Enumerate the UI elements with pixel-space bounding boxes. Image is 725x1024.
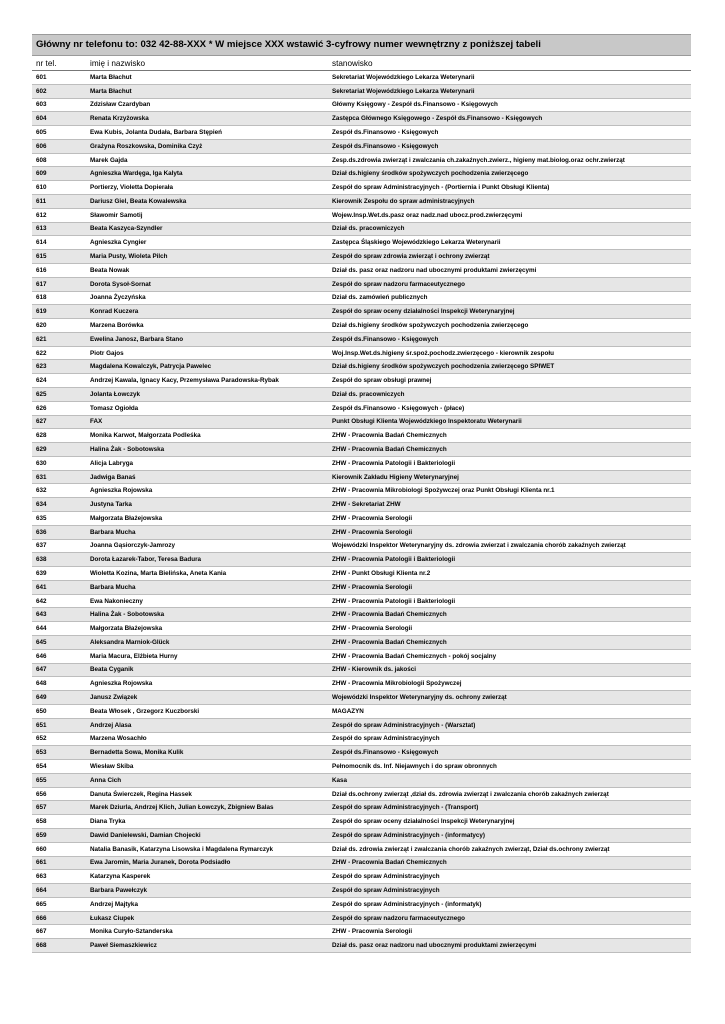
column-header-extension: nr tel.	[32, 56, 86, 71]
cell-name: Dorota Łazarek-Tabor, Teresa Badura	[86, 553, 328, 567]
cell-position: Wojewódzki Inspektor Weterynaryjny ds. ochrony zwierząt	[328, 691, 691, 705]
cell-name: Dorota Sysoł-Sornat	[86, 277, 328, 291]
cell-position: Dział ds. pracowniczych	[328, 222, 691, 236]
cell-extension: 644	[32, 622, 86, 636]
cell-position: Zespół ds.Finansowo - Księgowych	[328, 126, 691, 140]
cell-position: ZHW - Pracownia Serologii	[328, 925, 691, 939]
cell-extension: 638	[32, 553, 86, 567]
cell-position: ZHW - Pracownia Badań Chemicznych - pokój socjalny	[328, 649, 691, 663]
table-row	[32, 401, 691, 415]
cell-name: Barbara Mucha	[86, 580, 328, 594]
cell-name: Justyna Tarka	[86, 498, 328, 512]
table-row	[32, 677, 691, 691]
cell-position: Zespół do spraw nadzoru farmaceutycznego	[328, 911, 691, 925]
cell-position: Sekretariat Wojewódzkiego Lekarza Weterynarii	[328, 71, 691, 85]
cell-position: ZHW - Pracownia Badań Chemicznych	[328, 856, 691, 870]
cell-name: Andrzej Alasa	[86, 718, 328, 732]
table-row	[32, 691, 691, 705]
cell-extension: 639	[32, 567, 86, 581]
cell-extension: 619	[32, 305, 86, 319]
cell-position: Dział ds. zamówień publicznych	[328, 291, 691, 305]
cell-extension: 663	[32, 870, 86, 884]
table-row	[32, 939, 691, 953]
cell-extension: 631	[32, 470, 86, 484]
cell-extension: 641	[32, 580, 86, 594]
cell-name: Halina Żak - Sobotowska	[86, 608, 328, 622]
cell-name: Jolanta Łowczyk	[86, 387, 328, 401]
cell-name: Portierzy, Violetta Dopierała	[86, 181, 328, 195]
table-row	[32, 746, 691, 760]
table-row	[32, 553, 691, 567]
cell-name: Marzena Borówka	[86, 319, 328, 333]
column-header-position: stanowisko	[328, 56, 691, 71]
cell-extension: 650	[32, 704, 86, 718]
cell-name: Aleksandra Marniok-Glück	[86, 636, 328, 650]
cell-name: Joanna Gąsiorczyk-Jamrozy	[86, 539, 328, 553]
cell-name: Grażyna Roszkowska, Dominika Czyż	[86, 139, 328, 153]
cell-name: Ewa Nakonieczny	[86, 594, 328, 608]
cell-extension: 668	[32, 939, 86, 953]
table-row	[32, 332, 691, 346]
cell-position: Zespół do spraw Administracyjnych	[328, 870, 691, 884]
cell-name: Ewa Kubis, Jolanta Dudała, Barbara Stępień	[86, 126, 328, 140]
cell-position: MAGAZYN	[328, 704, 691, 718]
cell-extension: 635	[32, 512, 86, 526]
cell-position: Zespół do spraw Administracyjnych	[328, 732, 691, 746]
cell-extension: 614	[32, 236, 86, 250]
cell-name: FAX	[86, 415, 328, 429]
document-title: Główny nr telefonu to: 032 42-88-XXX * W miejsce XXX wstawić 3-cyfrowy numer wewnętrzny z poniższej tabeli	[32, 34, 691, 56]
cell-position: Zastępca Śląskiego Wojewódzkiego Lekarza Weterynarii	[328, 236, 691, 250]
cell-position: Zespół do spraw Administracyjnych - (Transport)	[328, 801, 691, 815]
cell-position: ZHW - Pracownia Serologii	[328, 525, 691, 539]
table-row	[32, 801, 691, 815]
cell-name: Łukasz Ciupek	[86, 911, 328, 925]
cell-extension: 653	[32, 746, 86, 760]
cell-name: Wiesław Skiba	[86, 760, 328, 774]
cell-position: Kierownik Zespołu do spraw administracyjnych	[328, 195, 691, 209]
cell-extension: 623	[32, 360, 86, 374]
cell-position: ZHW - Pracownia Mikrobiologi Spożywczej oraz Punkt Obsługi Klienta nr.1	[328, 484, 691, 498]
table-row	[32, 360, 691, 374]
cell-position: Dział ds. pracowniczych	[328, 387, 691, 401]
table-row	[32, 443, 691, 457]
cell-name: Andrzej Kawala, Ignacy Kacy, Przemysława Paradowska-Rybak	[86, 374, 328, 388]
cell-name: Konrad Kuczera	[86, 305, 328, 319]
cell-position: Dział ds.higieny środków spożywczych pochodzenia zwierzęcego SPIWET	[328, 360, 691, 374]
cell-position: Sekretariat Wojewódzkiego Lekarza Weterynarii	[328, 84, 691, 98]
table-row	[32, 842, 691, 856]
cell-position: Zespół do spraw Administracyjnych - (informatycy)	[328, 828, 691, 842]
cell-extension: 632	[32, 484, 86, 498]
table-row	[32, 925, 691, 939]
table-row	[32, 815, 691, 829]
cell-extension: 660	[32, 842, 86, 856]
cell-name: Halina Żak - Sobotowska	[86, 443, 328, 457]
cell-position: Punkt Obsługi Klienta Wojewódzkiego Inspektoratu Weterynarii	[328, 415, 691, 429]
cell-extension: 602	[32, 84, 86, 98]
table-row	[32, 732, 691, 746]
cell-position: Wojew.Insp.Wet.ds.pasz oraz nadz.nad ubocz.prod.zwierzęcymi	[328, 208, 691, 222]
cell-extension: 617	[32, 277, 86, 291]
table-row	[32, 470, 691, 484]
table-row	[32, 195, 691, 209]
cell-position: ZHW - Pracownia Patologii i Bakteriologii	[328, 553, 691, 567]
cell-position: Zespół do spraw Administracyjnych - (Warsztat)	[328, 718, 691, 732]
cell-extension: 664	[32, 884, 86, 898]
cell-position: Zespół do spraw Administracyjnych - (Portiernia i Punkt Obsługi Klienta)	[328, 181, 691, 195]
cell-name: Diana Tryka	[86, 815, 328, 829]
cell-position: ZHW - Pracownia Mikrobiologii Spożywczej	[328, 677, 691, 691]
cell-name: Bernadetta Sowa, Monika Kulik	[86, 746, 328, 760]
table-row	[32, 167, 691, 181]
cell-extension: 610	[32, 181, 86, 195]
cell-extension: 611	[32, 195, 86, 209]
cell-position: Kierownik Zakładu Higieny Weterynaryjnej	[328, 470, 691, 484]
header-row	[32, 56, 691, 71]
cell-name: Beata Cyganik	[86, 663, 328, 677]
table-row	[32, 897, 691, 911]
phone-directory-table	[32, 56, 691, 953]
cell-extension: 621	[32, 332, 86, 346]
table-row	[32, 126, 691, 140]
table-row	[32, 704, 691, 718]
table-body	[32, 71, 691, 953]
cell-extension: 601	[32, 71, 86, 85]
cell-position: ZHW - Pracownia Patologii i Bakteriologii	[328, 456, 691, 470]
table-row	[32, 608, 691, 622]
table-row	[32, 539, 691, 553]
cell-name: Beata Nowak	[86, 263, 328, 277]
cell-extension: 667	[32, 925, 86, 939]
cell-extension: 608	[32, 153, 86, 167]
cell-extension: 626	[32, 401, 86, 415]
table-row	[32, 429, 691, 443]
cell-extension: 651	[32, 718, 86, 732]
cell-extension: 625	[32, 387, 86, 401]
cell-extension: 605	[32, 126, 86, 140]
cell-position: Zespół do spraw zdrowia zwierząt i ochrony zwierząt	[328, 250, 691, 264]
table-row	[32, 305, 691, 319]
cell-extension: 661	[32, 856, 86, 870]
cell-name: Ewa Jaromin, Maria Juranek, Dorota Podsiadło	[86, 856, 328, 870]
table-row	[32, 911, 691, 925]
table-row	[32, 484, 691, 498]
table-row	[32, 525, 691, 539]
table-row	[32, 622, 691, 636]
cell-extension: 603	[32, 98, 86, 112]
cell-position: ZHW - Pracownia Serologii	[328, 622, 691, 636]
cell-name: Maria Macura, Elżbieta Hurny	[86, 649, 328, 663]
cell-name: Tomasz Ogiołda	[86, 401, 328, 415]
cell-name: Wioletta Kozina, Marta Bielińska, Aneta Kania	[86, 567, 328, 581]
table-row	[32, 112, 691, 126]
cell-name: Dawid Danielewski, Damian Chojecki	[86, 828, 328, 842]
cell-position: ZHW - Pracownia Badań Chemicznych	[328, 429, 691, 443]
table-row	[32, 71, 691, 85]
cell-name: Katarzyna Kasperek	[86, 870, 328, 884]
table-row	[32, 787, 691, 801]
table-row	[32, 580, 691, 594]
cell-name: Andrzej Majtyka	[86, 897, 328, 911]
cell-position: Dział ds. pasz oraz nadzoru nad ubocznymi produktami zwierzęcymi	[328, 263, 691, 277]
table-row	[32, 277, 691, 291]
cell-extension: 622	[32, 346, 86, 360]
table-row	[32, 222, 691, 236]
cell-name: Joanna Życzyńska	[86, 291, 328, 305]
cell-position: ZHW - Pracownia Serologii	[328, 580, 691, 594]
table-header	[32, 56, 691, 71]
cell-name: Marta Błachut	[86, 71, 328, 85]
cell-extension: 609	[32, 167, 86, 181]
cell-extension: 620	[32, 319, 86, 333]
cell-name: Sławomir Samotij	[86, 208, 328, 222]
cell-name: Anna Cich	[86, 773, 328, 787]
cell-extension: 665	[32, 897, 86, 911]
cell-position: Zespół do spraw obsługi prawnej	[328, 374, 691, 388]
phone-directory-sheet	[32, 34, 691, 953]
table-row	[32, 856, 691, 870]
table-row	[32, 84, 691, 98]
cell-position: ZHW - Pracownia Serologii	[328, 512, 691, 526]
cell-name: Marzena Wosachło	[86, 732, 328, 746]
table-row	[32, 760, 691, 774]
table-row	[32, 884, 691, 898]
cell-extension: 643	[32, 608, 86, 622]
table-row	[32, 456, 691, 470]
cell-position: Zastępca Głównego Księgowego - Zespół ds.Finansowo - Księgowych	[328, 112, 691, 126]
table-row	[32, 636, 691, 650]
cell-name: Marta Błachut	[86, 84, 328, 98]
cell-extension: 615	[32, 250, 86, 264]
cell-extension: 642	[32, 594, 86, 608]
cell-extension: 628	[32, 429, 86, 443]
cell-name: Agnieszka Cyngier	[86, 236, 328, 250]
cell-name: Małgorzata Błażejowska	[86, 622, 328, 636]
cell-position: Dział ds. zdrowia zwierząt i zwalczania chorób zakaźnych zwierząt, Dział ds.ochrony zwierząt	[328, 842, 691, 856]
cell-extension: 657	[32, 801, 86, 815]
cell-name: Magdalena Kowalczyk, Patrycja Pawelec	[86, 360, 328, 374]
table-row	[32, 718, 691, 732]
cell-name: Agnieszka Rojowska	[86, 484, 328, 498]
table-row	[32, 153, 691, 167]
cell-name: Alicja Labryga	[86, 456, 328, 470]
cell-extension: 647	[32, 663, 86, 677]
table-row	[32, 415, 691, 429]
table-row	[32, 263, 691, 277]
cell-extension: 646	[32, 649, 86, 663]
cell-extension: 612	[32, 208, 86, 222]
cell-position: Woj.Insp.Wet.ds.higieny śr.spoż.pochodz.zwierzęcego - kierownik zespołu	[328, 346, 691, 360]
cell-name: Paweł Siemaszkiewicz	[86, 939, 328, 953]
table-row	[32, 773, 691, 787]
cell-name: Małgorzata Błażejowska	[86, 512, 328, 526]
cell-extension: 656	[32, 787, 86, 801]
table-row	[32, 346, 691, 360]
cell-name: Zdzisław Czardyban	[86, 98, 328, 112]
cell-extension: 618	[32, 291, 86, 305]
table-row	[32, 498, 691, 512]
cell-position: Dział ds. pasz oraz nadzoru nad ubocznymi produktami zwierzęcymi	[328, 939, 691, 953]
table-row	[32, 663, 691, 677]
table-row	[32, 250, 691, 264]
table-row	[32, 512, 691, 526]
cell-position: ZHW - Sekretariat ZHW	[328, 498, 691, 512]
table-row	[32, 870, 691, 884]
cell-position: Zespół do spraw Administracyjnych	[328, 884, 691, 898]
cell-extension: 659	[32, 828, 86, 842]
cell-position: ZHW - Pracownia Badań Chemicznych	[328, 443, 691, 457]
cell-position: ZHW - Pracownia Badań Chemicznych	[328, 608, 691, 622]
cell-name: Beata Kaszyca-Szyndler	[86, 222, 328, 236]
cell-extension: 636	[32, 525, 86, 539]
table-row	[32, 291, 691, 305]
cell-extension: 613	[32, 222, 86, 236]
table-row	[32, 374, 691, 388]
cell-position: ZHW - Kierownik ds. jakości	[328, 663, 691, 677]
cell-name: Renata Krzyżowska	[86, 112, 328, 126]
table-row	[32, 828, 691, 842]
cell-position: Kasa	[328, 773, 691, 787]
cell-position: Zespół do spraw Administracyjnych - (informatyk)	[328, 897, 691, 911]
cell-extension: 655	[32, 773, 86, 787]
table-row	[32, 649, 691, 663]
cell-position: Zesp.ds.zdrowia zwierząt i zwalczania ch.zakaźnych.zwierz., higieny mat.biolog.oraz ochr.zwierząt	[328, 153, 691, 167]
cell-extension: 604	[32, 112, 86, 126]
cell-name: Danuta Świerczek, Regina Hassek	[86, 787, 328, 801]
cell-name: Marek Gajda	[86, 153, 328, 167]
cell-extension: 637	[32, 539, 86, 553]
table-row	[32, 208, 691, 222]
cell-name: Janusz Związek	[86, 691, 328, 705]
cell-name: Agnieszka Wardęga, Iga Kalyta	[86, 167, 328, 181]
table-row	[32, 319, 691, 333]
cell-position: Wojewódzki Inspektor Weterynaryjny ds. zdrowia zwierzat i zwalczania chorób zakaźnych zwierząt	[328, 539, 691, 553]
cell-name: Maria Pusty, Wioleta Pilch	[86, 250, 328, 264]
cell-position: Zespół do spraw oceny działalności Inspekcji Weterynaryjnej	[328, 815, 691, 829]
table-row	[32, 139, 691, 153]
cell-extension: 606	[32, 139, 86, 153]
cell-extension: 616	[32, 263, 86, 277]
cell-name: Piotr Gajos	[86, 346, 328, 360]
cell-extension: 624	[32, 374, 86, 388]
cell-extension: 627	[32, 415, 86, 429]
cell-position: Główny Księgowy - Zespół ds.Finansowo - Księgowych	[328, 98, 691, 112]
cell-position: Zespół ds.Finansowo - Księgowych - (płace)	[328, 401, 691, 415]
cell-extension: 634	[32, 498, 86, 512]
cell-extension: 648	[32, 677, 86, 691]
cell-name: Monika Karwot, Małgorzata Podleśka	[86, 429, 328, 443]
cell-position: Zespół ds.Finansowo - Księgowych	[328, 139, 691, 153]
cell-position: Dział ds.higieny środków spożywczych pochodzenia zwierzęcego	[328, 319, 691, 333]
cell-extension: 629	[32, 443, 86, 457]
cell-extension: 666	[32, 911, 86, 925]
cell-extension: 649	[32, 691, 86, 705]
cell-position: Zespół ds.Finansowo - Księgowych	[328, 746, 691, 760]
cell-position: Zespół do spraw oceny działalności Inspekcji Weterynaryjnej	[328, 305, 691, 319]
cell-name: Barbara Mucha	[86, 525, 328, 539]
cell-position: Dział ds.ochrony zwierząt ,dział ds. zdrowia zwierząt i zwalczania chorób zakaźnych zwierząt	[328, 787, 691, 801]
table-row	[32, 387, 691, 401]
cell-name: Monika Curyło-Sztanderska	[86, 925, 328, 939]
table-row	[32, 181, 691, 195]
cell-position: ZHW - Punkt Obsługi Klienta nr.2	[328, 567, 691, 581]
table-row	[32, 236, 691, 250]
cell-extension: 658	[32, 815, 86, 829]
cell-name: Dariusz Giel, Beata Kowalewska	[86, 195, 328, 209]
cell-name: Ewelina Janosz, Barbara Stano	[86, 332, 328, 346]
cell-position: Zespół ds.Finansowo - Księgowych	[328, 332, 691, 346]
cell-position: ZHW - Pracownia Patologii i Bakteriologii	[328, 594, 691, 608]
cell-name: Natalia Banasik, Katarzyna Lisowska i Magdalena Rymarczyk	[86, 842, 328, 856]
table-row	[32, 594, 691, 608]
cell-extension: 652	[32, 732, 86, 746]
cell-name: Jadwiga Banaś	[86, 470, 328, 484]
column-header-name: imię i nazwisko	[86, 56, 328, 71]
table-row	[32, 567, 691, 581]
cell-position: ZHW - Pracownia Badań Chemicznych	[328, 636, 691, 650]
cell-name: Beata Włosek , Grzegorz Kuczborski	[86, 704, 328, 718]
cell-name: Barbara Pawełczyk	[86, 884, 328, 898]
table-row	[32, 98, 691, 112]
cell-extension: 645	[32, 636, 86, 650]
cell-name: Agnieszka Rojowska	[86, 677, 328, 691]
cell-position: Pełnomocnik ds. Inf. Niejawnych i do spraw obronnych	[328, 760, 691, 774]
cell-extension: 630	[32, 456, 86, 470]
cell-position: Zespół do spraw nadzoru farmaceutycznego	[328, 277, 691, 291]
cell-position: Dział ds.higieny środków spożywczych pochodzenia zwierzęcego	[328, 167, 691, 181]
cell-extension: 654	[32, 760, 86, 774]
cell-name: Marek Dziurla, Andrzej Klich, Julian Łowczyk, Zbigniew Balas	[86, 801, 328, 815]
